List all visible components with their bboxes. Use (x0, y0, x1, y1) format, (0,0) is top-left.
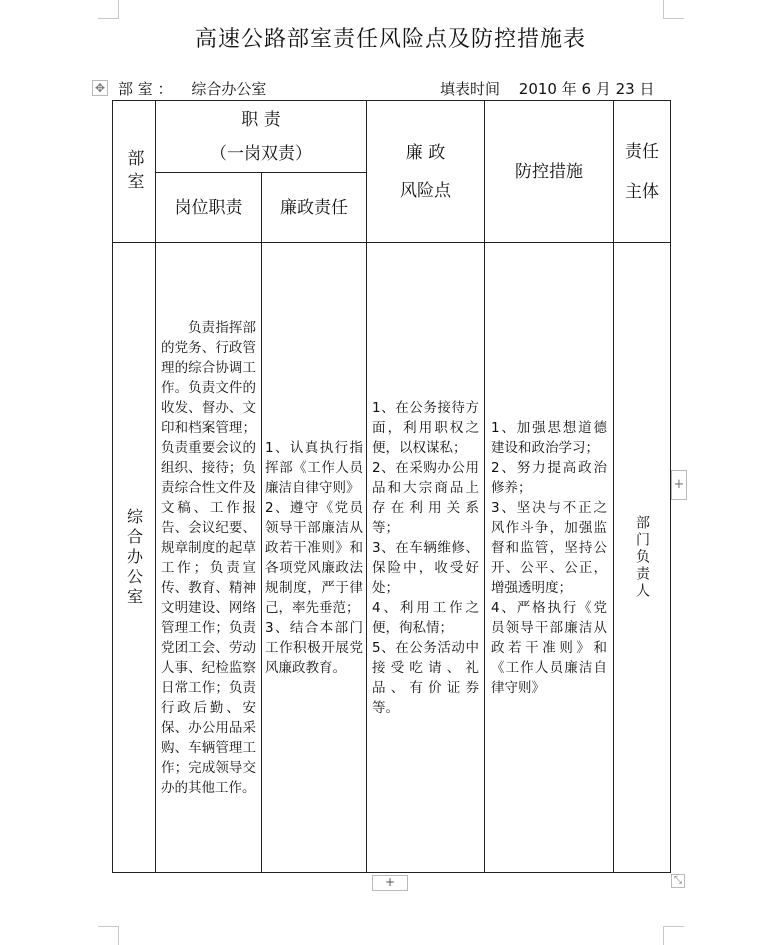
row-department: 综合办公室 (113, 243, 156, 873)
prevention-item: 1、加强思想道德建设和政治学习； (491, 419, 607, 456)
integrity-risk-item: 2、在采购办公用品和大宗商品上存在利用关系等； (372, 459, 479, 536)
integrity-risk-item: 4、利用工作之便，徇私情； (372, 599, 479, 636)
add-column-button[interactable]: + (671, 470, 687, 500)
table-move-handle-icon[interactable]: ✥ (92, 80, 108, 96)
integrity-duty-item: 2、遵守《党员领导干部廉洁从政若干准则》和各项党风廉政法规制度，严于律己，率先垂范； (265, 499, 363, 616)
crop-mark-top-left (98, 0, 119, 19)
fill-time-value: 2010 年 6 月 23 日 (518, 80, 655, 98)
header-prevention: 防控措施 (485, 101, 614, 243)
crop-mark-bottom-right (663, 926, 684, 945)
integrity-risk-item: 3、在车辆维修、保险中，收受好处； (372, 539, 479, 596)
document-title: 高速公路部室责任风险点及防控措施表 (194, 27, 586, 52)
integrity-duty-item: 1、认真执行指挥部《工作人员廉洁自律守则》 (265, 439, 363, 496)
integrity-risk-item: 1、在公务接待方面，利用职权之便，以权谋私； (372, 399, 479, 456)
fill-time-line (440, 78, 654, 99)
row-responsible: 部门负责人 (614, 243, 671, 873)
prevention-item: 3、坚决与不正之风作斗争，加强监督和监管，坚持公开、公平、公正，增强透明度； (491, 499, 607, 596)
integrity-risk-item: 5、在公务活动中接受吃请、礼品、有价证券等。 (372, 639, 479, 716)
header-post-duty: 岗位职责 (156, 173, 262, 243)
prevention-item: 4、严格执行《党员领导干部廉洁从政若干准则》和《工作人员廉洁自律守则》 (491, 599, 607, 696)
department-value: 综合办公室 (191, 80, 267, 98)
row-prevention (485, 243, 614, 873)
header-responsible: 责任 主体 (614, 101, 671, 243)
integrity-duty-item: 3、结合本部门工作积极开展党风廉政教育。 (265, 619, 363, 676)
crop-mark-top-right (663, 0, 684, 19)
department-line (118, 78, 266, 99)
fill-time-label: 填表时间 (440, 80, 501, 98)
department-label: 部 室 ： (118, 80, 173, 98)
header-integrity-risk: 廉 政 风险点 (367, 101, 485, 243)
risk-table (112, 100, 671, 873)
header-department: 部室 (113, 101, 156, 243)
add-row-button[interactable]: + (372, 875, 408, 891)
table-resize-icon[interactable]: ⤡ (671, 874, 685, 888)
row-integrity-risk (367, 243, 485, 873)
header-duty-group: 职 责 （一岗双责） (156, 101, 367, 173)
crop-mark-bottom-left (98, 926, 119, 945)
row-integrity-duty (262, 243, 367, 873)
header-integrity-duty: 廉政责任 (262, 173, 367, 243)
prevention-item: 2、努力提高政治修养； (491, 459, 607, 496)
row-post-duty: 负责指挥部的党务、行政管理的综合协调工作。负责文件的收发、督办、文印和档案管理；负责重要会议的组织、接待；负责综合性文件及文稿、工作报告、会议纪要、规章制度的起草工作；负责宣传、教育、精神文明建设、网络管理工作；负责党团工会、劳动人事、纪检监察日常工作；负责行政后勤、安保、办公用品采购、车辆管理工作；完成领导交办的其他工作。 (156, 243, 262, 873)
